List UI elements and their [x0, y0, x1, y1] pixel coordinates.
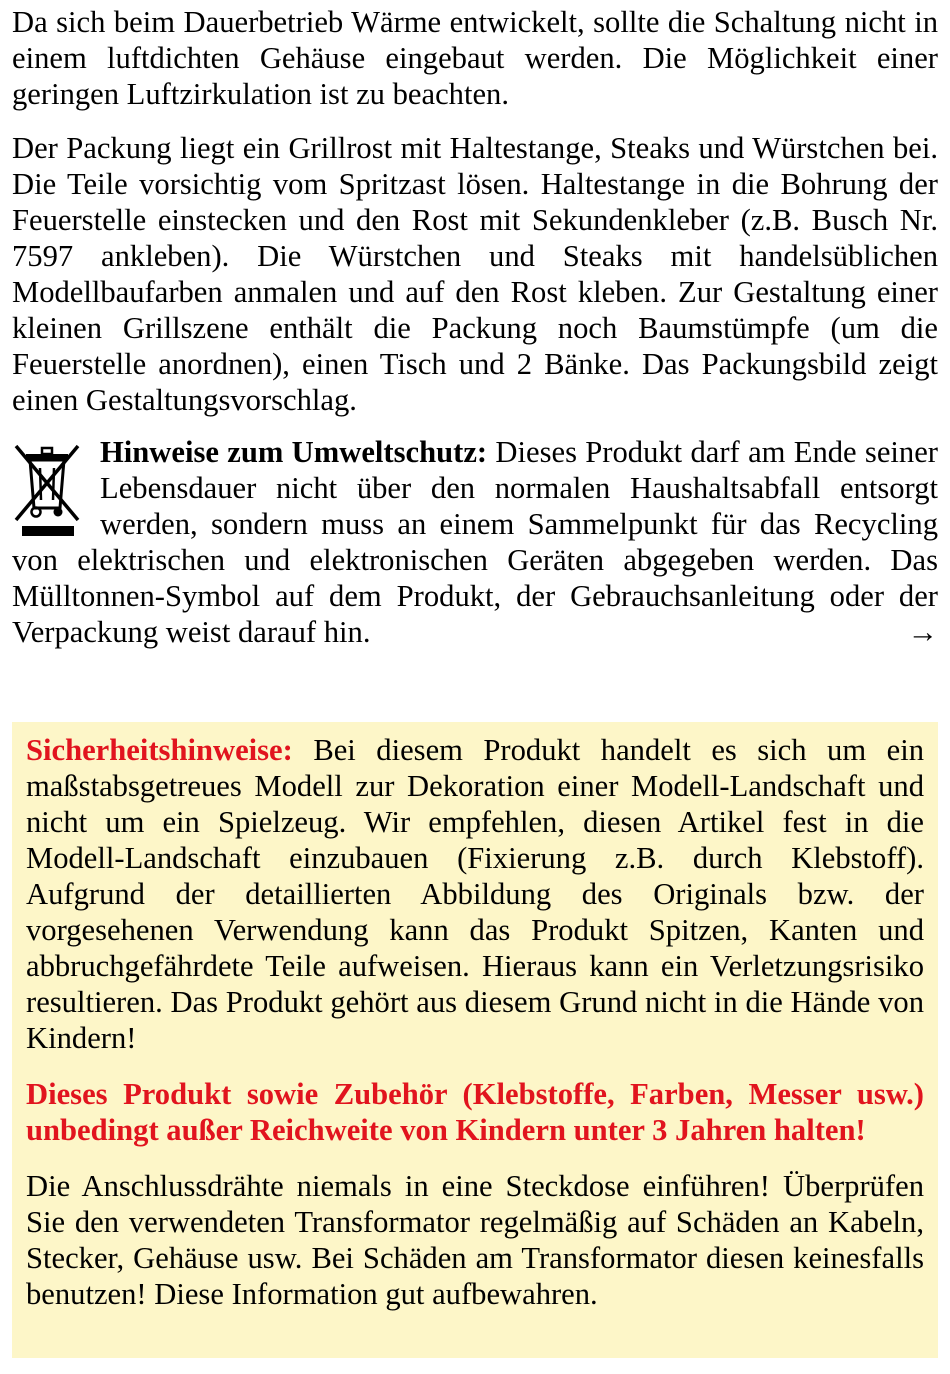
arrow-right-icon: → [907, 615, 938, 649]
crossed-out-wheelie-bin-icon [12, 440, 82, 536]
heat-notice-paragraph: Da sich beim Dauerbetrieb Wärme entwickelt, sollte die Schaltung nicht in einem luftdichten Gehäuse eingebaut werden. Die Möglichkeit einer geringen Luftzirkulation ist zu beachten. [12, 5, 938, 111]
environment-heading: Hinweise zum Umweltschutz: [100, 435, 488, 469]
assembly-paragraph: Der Packung liegt ein Grillrost mit Haltestange, Steaks und Würstchen bei. Die Teile vorsichtig vom Spritzast lösen. Haltestange in die Bohrung der Feuerstelle einstecken und den Rost mit Sekundenkleber (z.B. Busch Nr. 7597 ankleben). Die Würstchen und Steaks mit handelsüblichen Modellbaufarben anmalen und auf den Rost kleben. Zur Gestaltung einer kleinen Grillszene enthält die Packung noch Baumstümpfe (um die Feuerstelle anordnen), einen Tisch und 2 Bänke. Das Packungsbild zeigt einen Gestaltungsvorschlag. [12, 131, 938, 417]
safety-notice-box [12, 722, 938, 1358]
safety-paragraph [26, 732, 924, 1056]
instruction-text [12, 0, 938, 650]
environment-notice [12, 434, 938, 650]
safety-heading: Sicherheitshinweise: [26, 733, 293, 767]
transformer-warning: Die Anschlussdrähte niemals in eine Steckdose einführen! Überprüfen Sie den verwendeten Transformator regelmäßig auf Schäden an Kabeln, Stecker, Gehäuse usw. Bei Schäden am Transformator diesen keinesfalls benutzen! Diese Information gut aufbewahren. [26, 1169, 924, 1311]
environment-paragraph [12, 434, 938, 650]
child-warning: Dieses Produkt sowie Zubehör (Klebstoffe, Farben, Messer usw.) unbedingt außer Reichweite von Kindern unter 3 Jahren halten! [26, 1077, 924, 1147]
safety-text: Bei diesem Produkt handelt es sich um ein maßstabsgetreues Modell zur Dekoration einer Modell-Landschaft und nicht um ein Spielzeug. Wir empfehlen, diesen Artikel fest in die Modell-Landschaft einzubauen (Fixierung z.B. durch Klebstoff). Aufgrund der detaillierten Abbildung des Originals bzw. der vorgesehenen Verwendung kann das Produkt Spitzen, Kanten und abbruchgefährdete Teile aufweisen. Hieraus kann ein Verletzungsrisiko resultieren. Das Produkt gehört aus diesem Grund nicht in die Hände von Kindern! [26, 733, 924, 1055]
environment-text: Dieses Produkt darf am Ende seiner Lebensdauer nicht über den normalen Haushaltsabfall entsorgt werden, sondern muss an einem Sammelpunkt für das Recycling von elektrischen und elektronischen Geräten abgegeben werden. Das Mülltonnen-Symbol auf dem Produkt, der Gebrauchsanleitung oder der Verpackung weist darauf hin. [12, 435, 938, 649]
